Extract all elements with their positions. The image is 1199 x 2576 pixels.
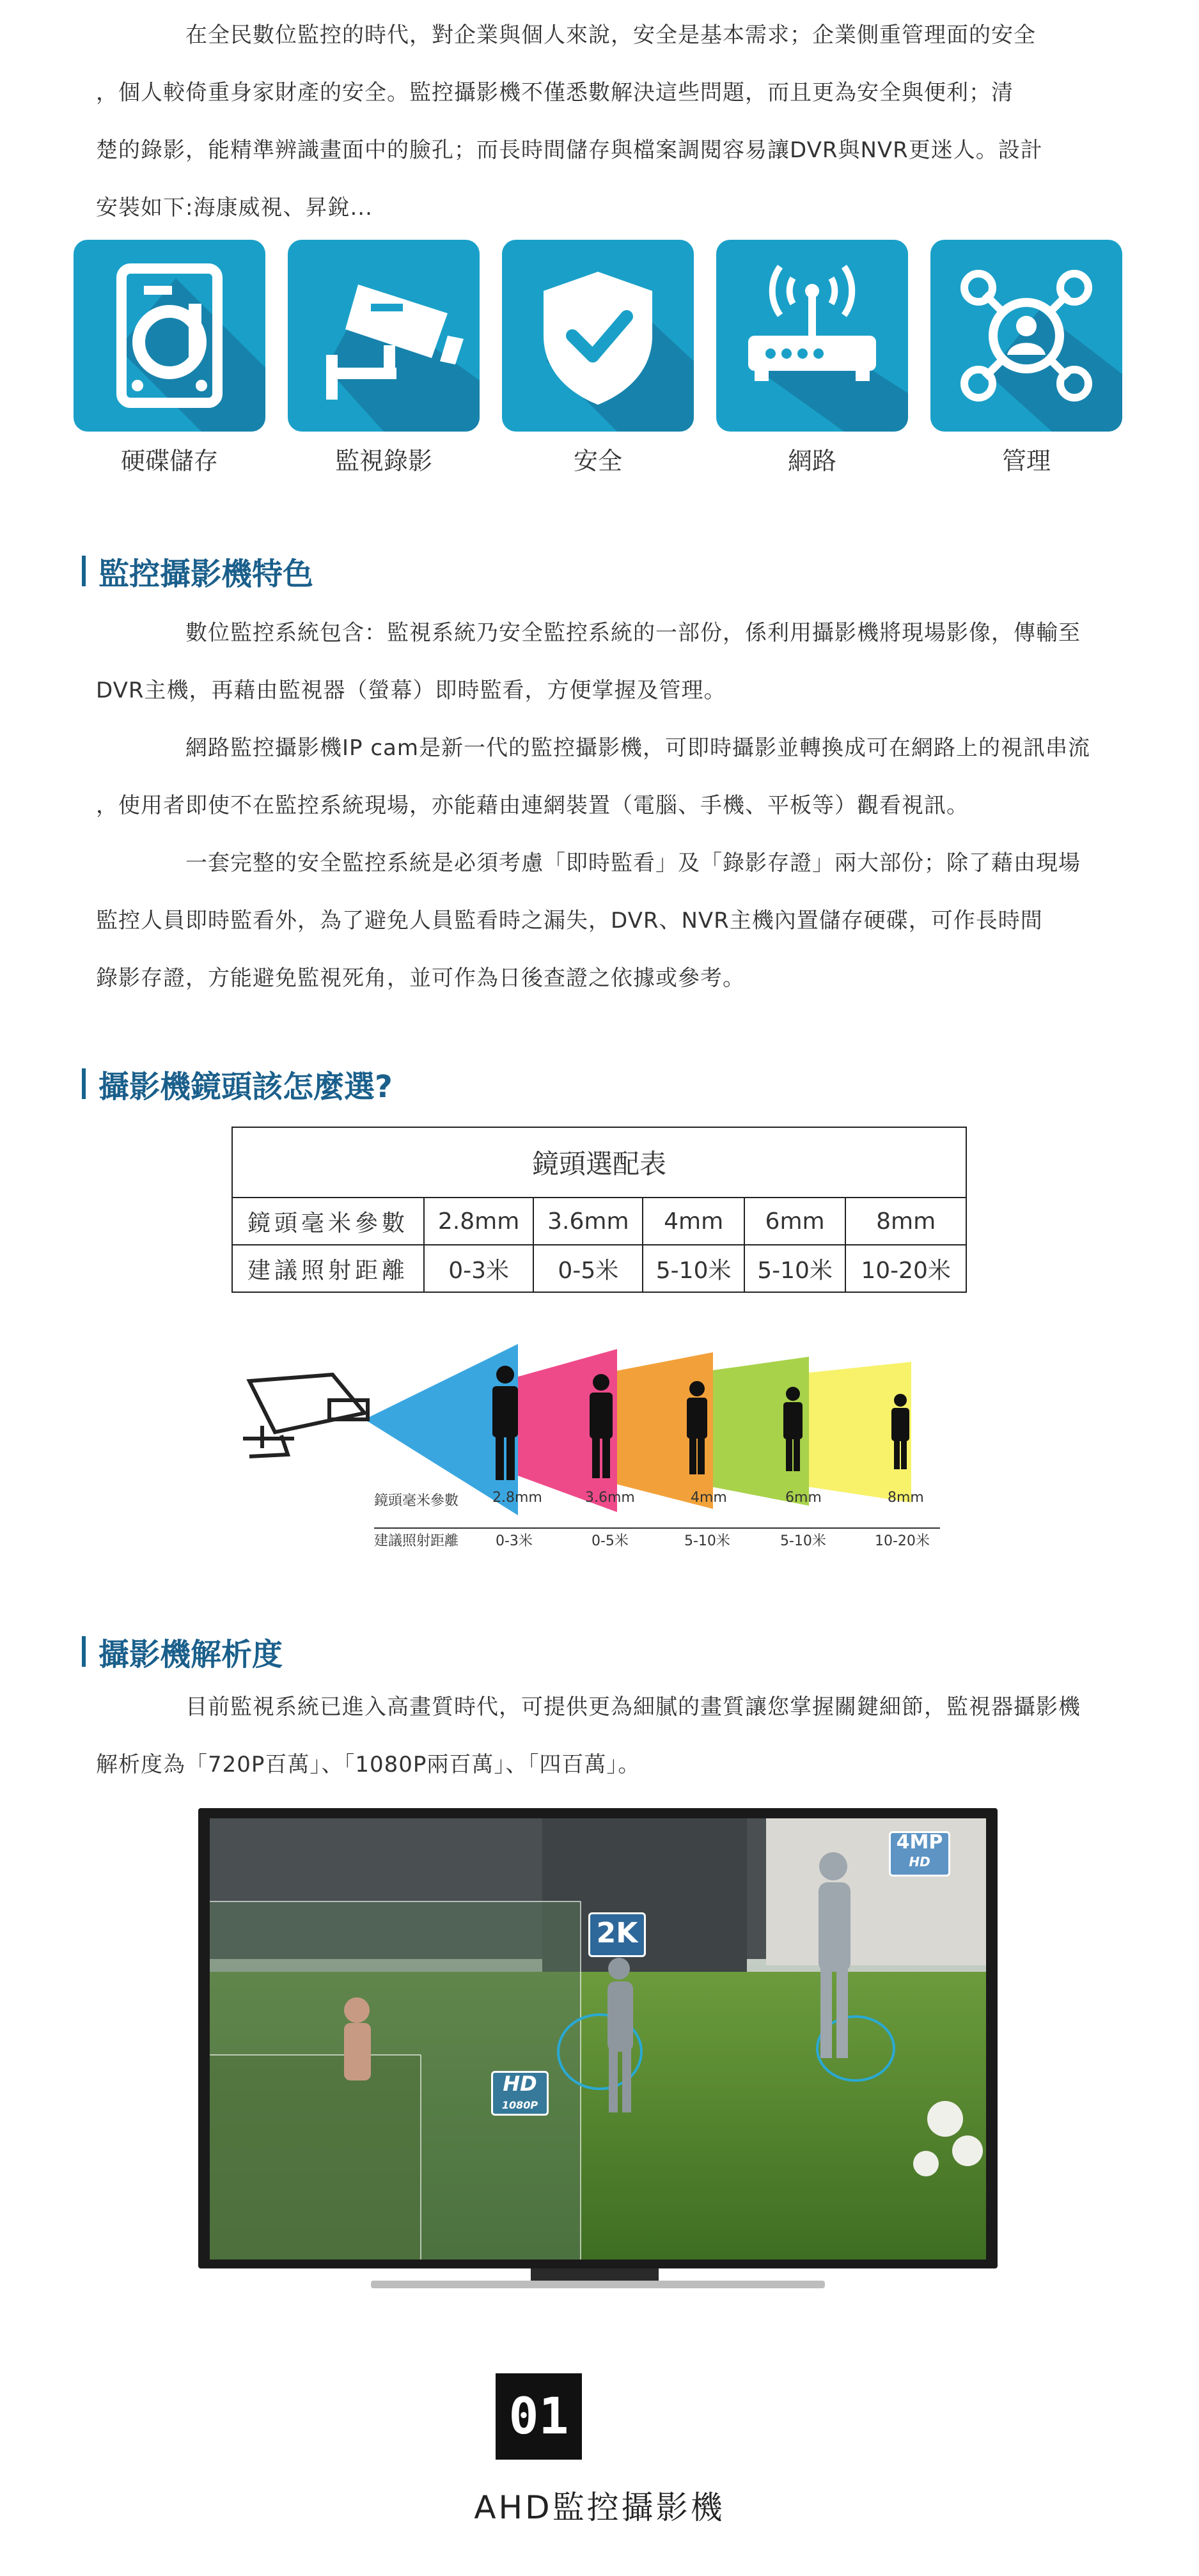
paragraph-line: 目前監視系統已進入高畫質時代，可提供更為細膩的畫質讓您掌握關鍵細節，監視器攝影機 xyxy=(185,1694,1081,1720)
paragraph-line: 監控人員即時監看外，為了避免人員監看時之漏失，DVR、NVR主機內置儲存硬碟，可作長時間 xyxy=(96,908,1043,933)
product-number: 01 xyxy=(508,2387,569,2446)
table-cell: 3.6mm xyxy=(533,1198,643,1245)
badge-subtext: HD xyxy=(909,1854,930,1870)
section1-paragraph-2-cont xyxy=(96,777,1100,834)
diagram-lens-value: 2.8mm xyxy=(492,1490,542,1506)
feature-tile-security xyxy=(502,240,694,432)
badge-2k xyxy=(588,1912,646,1957)
diagram-lens-value: 3.6mm xyxy=(585,1490,635,1506)
diagram-distance-value: 5-10米 xyxy=(684,1533,730,1549)
intro-line: 安裝如下:海康威視、昇銳... xyxy=(96,195,373,221)
shield-check-icon xyxy=(502,240,694,432)
feature-tile-management xyxy=(930,240,1122,432)
section1-paragraph-1-cont xyxy=(96,662,1100,719)
tv-stand xyxy=(531,2268,659,2281)
intro-line: 楚的錄影，能精準辨識畫面中的臉孔；而長時間儲存與檔案調閱容易讓DVR與NVR更迷人。設計 xyxy=(96,137,1043,163)
table-cell: 6mm xyxy=(744,1198,845,1245)
badge-subtext: 1080P xyxy=(501,2099,538,2111)
product-title: AHD監控攝影機 xyxy=(474,2489,725,2526)
tv-stand-base xyxy=(371,2281,825,2288)
table-cell: 10-20米 xyxy=(845,1245,966,1292)
section-header xyxy=(82,1632,283,1671)
table-row-header: 建議照射距離 xyxy=(232,1245,424,1292)
diagram-distance-value: 10-20米 xyxy=(875,1533,930,1549)
feature-tile-recording xyxy=(288,240,480,432)
tv-monitor-image xyxy=(198,1808,998,2268)
paragraph-line: 一套完整的安全監控系統是必須考慮「即時監看」及「錄影存證」兩大部份；除了藉由現場 xyxy=(185,850,1081,876)
table-caption: 鏡頭選配表 xyxy=(232,1127,966,1198)
intro-paragraph-cont xyxy=(96,64,1100,237)
section-title: 攝影機鏡頭該怎麼選? xyxy=(98,1068,393,1105)
feature-label: 安全 xyxy=(573,447,622,475)
diagram-row-header: 建議照射距離 xyxy=(374,1533,459,1549)
diagram-distance-value: 0-5米 xyxy=(592,1533,629,1549)
table-cell: 0-3米 xyxy=(424,1245,533,1292)
paragraph-line: DVR主機，再藉由監視器（螢幕）即時監看，方便掌握及管理。 xyxy=(96,678,726,703)
intro-line: ，個人較倚重身家財產的安全。監控攝影機不僅悉數解決這些問題，而且更為安全與便利；清 xyxy=(96,80,1014,105)
garden-scene xyxy=(210,1818,986,2260)
paragraph-line: 網路監控攝影機IP cam是新一代的監控攝影機，可即時攝影並轉換成可在網路上的視訊串流 xyxy=(185,735,1090,761)
section-title: 監控攝影機特色 xyxy=(98,556,314,592)
section1-paragraph-1 xyxy=(96,604,1100,662)
feature-label: 硬碟儲存 xyxy=(120,447,218,475)
section-header xyxy=(82,1065,393,1103)
lens-selection-table xyxy=(231,1127,967,1293)
product-number-badge xyxy=(496,2373,582,2460)
paragraph-line: 解析度為「720P百萬」、「1080P兩百萬」、「四百萬」。 xyxy=(96,1752,641,1777)
feature-tile-storage xyxy=(74,240,265,432)
table-cell: 5-10米 xyxy=(744,1245,845,1292)
section-title: 攝影機解析度 xyxy=(98,1636,283,1673)
wifi-router-icon xyxy=(716,240,908,432)
feature-label: 監視錄影 xyxy=(334,447,432,475)
section-header xyxy=(82,552,313,590)
diagram-lens-value: 4mm xyxy=(691,1490,727,1506)
table-cell: 2.8mm xyxy=(424,1198,533,1245)
table-row xyxy=(232,1245,966,1292)
hard-disk-icon xyxy=(74,240,265,432)
table-cell: 5-10米 xyxy=(643,1245,744,1292)
table-row-header: 鏡頭毫米參數 xyxy=(232,1198,424,1245)
cctv-camera-icon xyxy=(288,240,480,432)
table-cell: 8mm xyxy=(845,1198,966,1245)
section3-paragraph xyxy=(96,1678,1100,1736)
paragraph-line: 錄影存證，方能避免監視死角，並可作為日後查證之依據或參考。 xyxy=(96,965,745,991)
feature-label: 網路 xyxy=(787,447,836,475)
diagram-distance-value: 5-10米 xyxy=(780,1533,826,1549)
section1-paragraph-3 xyxy=(96,834,1100,892)
section3-paragraph-cont xyxy=(96,1736,1100,1793)
section-header-bar xyxy=(82,1068,86,1099)
network-user-icon xyxy=(930,240,1122,432)
badge-hd-1080p xyxy=(491,2071,549,2116)
feature-tile-network xyxy=(716,240,908,432)
section-header-bar xyxy=(82,1636,86,1667)
intro-paragraph xyxy=(96,6,1100,64)
badge-4mp xyxy=(889,1831,950,1877)
feature-label: 管理 xyxy=(1001,447,1051,475)
tv-screen xyxy=(210,1818,986,2260)
table-cell: 4mm xyxy=(643,1198,744,1245)
person-figure xyxy=(344,1997,371,2080)
section1-paragraph-3-cont xyxy=(96,892,1100,1007)
diagram-lens-value: 8mm xyxy=(888,1490,924,1506)
diagram-lens-value: 6mm xyxy=(785,1490,822,1506)
section-header-bar xyxy=(82,556,86,586)
intro-line: 在全民數位監控的時代，對企業與個人來說，安全是基本需求；企業側重管理面的安全 xyxy=(185,22,1036,48)
camera-outline-icon xyxy=(243,1375,368,1456)
diagram-row-header: 鏡頭毫米參數 xyxy=(374,1493,459,1509)
table-row xyxy=(232,1198,966,1245)
paragraph-line: 數位監控系統包含：監視系統乃安全監控系統的一部份，係利用攝影機將現場影像，傳輸至 xyxy=(185,620,1081,646)
paragraph-line: ，使用者即使不在監控系統現場，亦能藉由連網裝置（電腦、手機、平板等）觀看視訊。 xyxy=(96,793,969,818)
diagram-distance-value: 0-3米 xyxy=(496,1533,533,1549)
badge-text: 4MP xyxy=(896,1831,943,1854)
table-cell: 0-5米 xyxy=(533,1245,643,1292)
badge-text: 2K xyxy=(596,1917,638,1949)
section1-paragraph-2 xyxy=(96,719,1100,777)
badge-text: HD xyxy=(503,2072,537,2096)
